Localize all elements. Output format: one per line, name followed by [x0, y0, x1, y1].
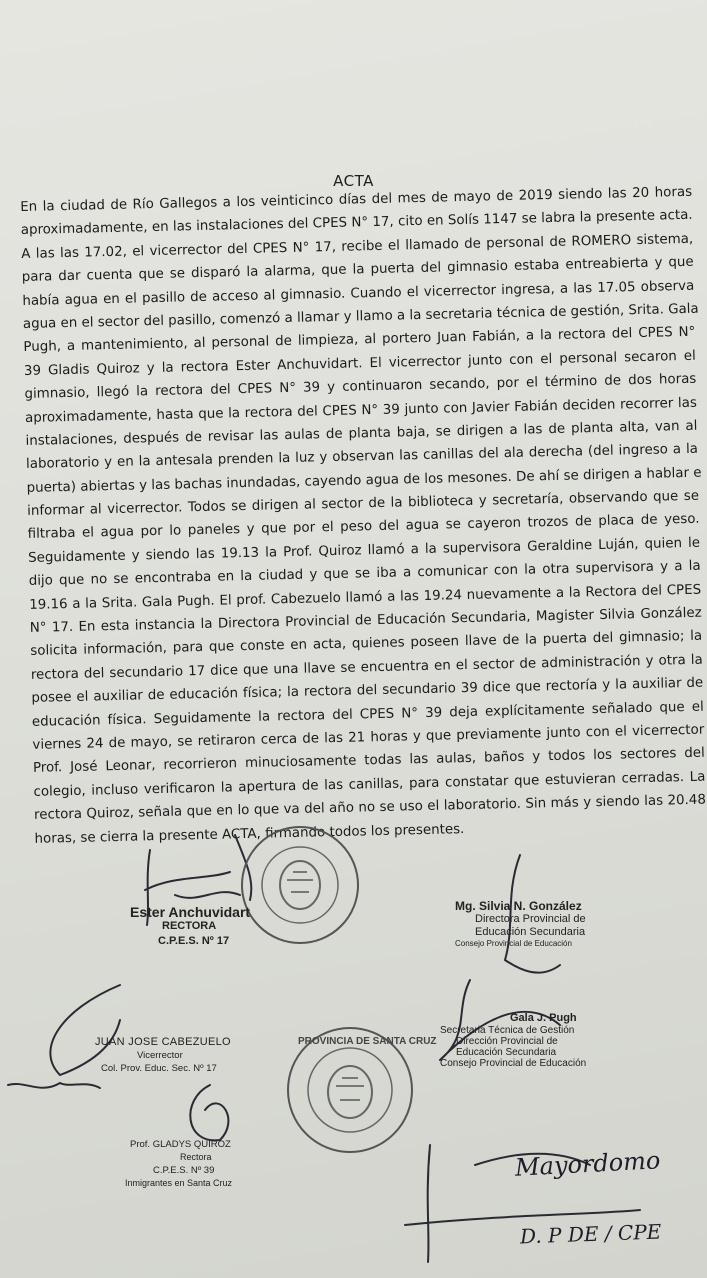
text-line: rectora Quiroz, señala que en lo que va del año no se uso el laboratorio. Sin más y siendo las 20.48: [33, 792, 707, 823]
text-line: En la ciudad de Río Gallegos a los veinticinco días del mes de mayo de 2019 siendo las 20 horas: [20, 184, 693, 215]
text-line: puerta) abiertas y las bachas inundadas, cayendo agua de los mesones. De ahí se dirigen a hablar e: [26, 465, 702, 496]
text-line: había agua en el pasillo de acceso al gimnasio. Cuando el vicerrector ingresa, a las 17.05 observa: [22, 278, 695, 309]
signatory-role: Vicerrector: [137, 1050, 183, 1061]
signature-block-cabezuelo: [95, 1036, 231, 1075]
signatory-school: Col. Prov. Educ. Sec. Nº 17: [101, 1063, 217, 1074]
official-seal-top: [235, 820, 365, 950]
text-line: dijo que no se encontraba en la ciudad y que se iba a comunicar con la otra supervisora y a la: [28, 558, 701, 590]
text-line: N° 17. En esta instancia la Directora Provincial de Educación Secundaria, Magister Silvia González: [29, 605, 702, 636]
handwritten-mayordomo: Mayordomo: [514, 1146, 662, 1182]
text-line: laboratorio y en la antesala prenden la luz y observan las canillas del ala derecha (del ingreso a la: [25, 441, 699, 473]
seal-text-bottom: PROVINCIA DE SANTA CRUZ: [298, 1036, 437, 1047]
text-line: gimnasio, llegó la rectora del CPES N° 39 y continuaron secando, por el término de dos horas: [24, 371, 697, 403]
text-line: agua en el sector del pasillo, comenzó a llamar y llamo a la secretaria técnica de gestión, Srita. Gala: [22, 301, 699, 332]
text-line: para dar cuenta que se disparó la alarma, que la puerta del gimnasio estaba entreabierta y que: [21, 254, 694, 286]
text-line: educación física. Seguidamente la rectora del CPES N° 39 deja explícitamente señalado que el: [31, 699, 704, 730]
signatory-school: Inmigrantes en Santa Cruz: [125, 1178, 233, 1188]
signatory-role: Rectora: [180, 1152, 212, 1162]
signatory-org: Consejo Provincial de Educación: [440, 1058, 587, 1069]
signatory-role: Educación Secundaria: [475, 926, 586, 938]
text-line: posee el auxiliar de educación física; la rectora del secundario 39 dice que rectoría y la auxiliar de: [31, 675, 704, 707]
signatory-role: Educación Secundaria: [456, 1047, 557, 1058]
handwritten-dpde-cpe: D. P DE / CPE: [519, 1219, 662, 1249]
signature-block-gonzalez: [455, 900, 586, 949]
text-line: informar al vicerrector. Todos se dirigen al sector de la biblioteca y secretaría, observando que se: [26, 488, 700, 519]
signatory-role: Dirección Provincial de: [456, 1036, 558, 1047]
text-line: viernes 24 de mayo, se retiraron cerca de las 21 horas y que previamente junto con el vicerrector: [32, 722, 705, 753]
signatory-name: Ester Anchuvidart: [130, 904, 251, 920]
signatory-role: Secretaria Técnica de Gestión: [440, 1025, 575, 1036]
text-line: aproximadamente, en las instalaciones del CPES N° 17, cito en Solís 1147 se labra la presente acta.: [20, 208, 693, 239]
text-line: rectora del secundario 17 dice que una llave se encuentra en el sector de administración y otra la: [30, 652, 703, 683]
text-line: solicita información, para que conste en acta, quienes poseen llave de la puerta del gimnasio; la: [30, 629, 703, 660]
signatory-name: Prof. GLADYS QUIROZ: [130, 1139, 231, 1150]
signatory-name: Mg. Silvia N. González: [455, 899, 582, 913]
text-line: colegio, incluso verificaron la apertura de las canillas, para constatar que estuvieran cerradas. La: [33, 769, 706, 800]
signature-block-pugh: [440, 1012, 586, 1069]
signatory-name: Gala J. Pugh: [510, 1012, 577, 1024]
signatory-name: JUAN JOSE CABEZUELO: [95, 1036, 231, 1048]
text-line: Pugh, a mantenimiento, al personal de limpieza, al portero Juan Fabián, a la rectora del CPES N°: [23, 325, 696, 356]
text-line: filtraba el agua por lo paneles y que por el peso del agua se cayeron trozos de placa de yeso.: [27, 512, 700, 543]
text-line: horas, se cierra la presente ACTA, firmando todos los presentes.: [34, 821, 465, 847]
text-line: Seguidamente y siendo las 19.13 la Prof. Quiroz llamó a la supervisora Geraldine Luján, quien le: [28, 535, 701, 566]
text-line: 39 Gladis Quiroz y la rectora Ester Anchuvidart. El vicerrector junto con el personal secaron el: [23, 348, 696, 379]
text-line: instalaciones, después de revisar las aulas de planta baja, se dirigen a las de planta alta, van al: [25, 418, 698, 449]
text-line: 19.16 a la Srita. Gala Pugh. El prof. Cabezuelo llamó a las 19.24 nuevamente a la Rectora del CPES: [29, 582, 702, 613]
document-title: ACTA: [333, 172, 374, 190]
text-line: Prof. José Leonar, recorrieron minuciosamente todas las aulas, baños y todos los sectores del: [32, 745, 705, 777]
text-line: A las las 17.02, el vicerrector del CPES N° 17, recibe el llamado de personal de ROMERO sistema,: [21, 231, 694, 262]
signatory-org: Consejo Provincial de Educación: [455, 939, 572, 948]
signatory-school: C.P.E.S. Nº 17: [158, 935, 230, 947]
signatory-role: RECTORA: [162, 920, 217, 932]
signature-block-anchuvidart: [130, 904, 250, 948]
text-line: aproximadamente, hasta que la rectora del CPES N° 39 junto con Javier Fabián deciden recorrer las: [24, 395, 698, 426]
signatory-school: C.P.E.S. Nº 39: [153, 1165, 215, 1176]
signatory-role: Directora Provincial de: [475, 913, 586, 925]
signature-block-quiroz: [125, 1138, 232, 1190]
